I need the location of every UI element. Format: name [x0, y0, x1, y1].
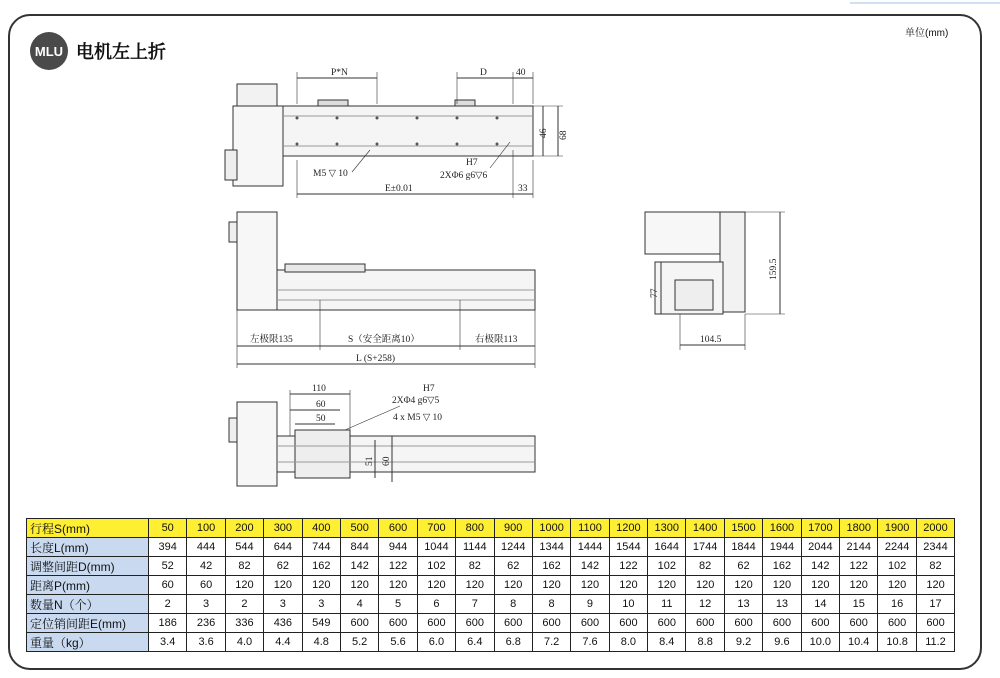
- table-cell: 10: [609, 595, 647, 614]
- table-cell: 2244: [878, 538, 916, 557]
- table-cell: 120: [724, 576, 762, 595]
- table-cell: 1744: [686, 538, 724, 557]
- table-cell: 600: [456, 614, 494, 633]
- table-cell: 600: [686, 614, 724, 633]
- table-cell: 120: [840, 576, 878, 595]
- row-label: 距离P(mm): [27, 576, 149, 595]
- table-cell: 1444: [571, 538, 609, 557]
- stroke-cell: 1000: [532, 519, 570, 538]
- dim-60: 60: [316, 400, 326, 410]
- table-cell: 600: [878, 614, 916, 633]
- table-cell: 142: [340, 557, 378, 576]
- stroke-cell: 1700: [801, 519, 839, 538]
- table-cell: 6.8: [494, 633, 532, 652]
- table-cell: 120: [302, 576, 340, 595]
- table-cell: 82: [686, 557, 724, 576]
- table-cell: 644: [264, 538, 302, 557]
- table-cell: 1044: [417, 538, 455, 557]
- dim-m5: M5 ▽ 10: [313, 169, 348, 179]
- table-cell: 2: [225, 595, 263, 614]
- table-cell: 102: [417, 557, 455, 576]
- stroke-cell: 2000: [916, 519, 954, 538]
- table-cell: 2044: [801, 538, 839, 557]
- table-cell: 10.4: [840, 633, 878, 652]
- motor-cap-top: [237, 84, 277, 106]
- table-cell: 444: [187, 538, 225, 557]
- table-cell: 120: [494, 576, 532, 595]
- dim-d: D: [480, 68, 487, 78]
- table-cell: 120: [686, 576, 724, 595]
- table-cell: 600: [763, 614, 801, 633]
- bottom-view: [229, 390, 535, 486]
- table-cell: 600: [648, 614, 686, 633]
- table-cell: 7: [456, 595, 494, 614]
- table-row: [27, 633, 955, 652]
- table-cell: 5.6: [379, 633, 417, 652]
- motor-body-side: [237, 212, 277, 310]
- dim-60-vert: 60: [382, 456, 392, 466]
- motor-flange-top: [225, 150, 237, 180]
- table-cell: 120: [916, 576, 954, 595]
- table-cell: 9: [571, 595, 609, 614]
- stroke-cell: 500: [340, 519, 378, 538]
- table-cell: 2144: [840, 538, 878, 557]
- table-cell: 9.2: [724, 633, 762, 652]
- table-cell: 82: [916, 557, 954, 576]
- row-label: 数量N（个）: [27, 595, 149, 614]
- table-cell: 120: [878, 576, 916, 595]
- motor-body-top: [233, 106, 283, 186]
- table-cell: 600: [494, 614, 532, 633]
- table-cell: 1644: [648, 538, 686, 557]
- table-cell: 7.2: [532, 633, 570, 652]
- table-cell: 60: [187, 576, 225, 595]
- table-cell: 11: [648, 595, 686, 614]
- table-cell: 5.2: [340, 633, 378, 652]
- stroke-cell: 300: [264, 519, 302, 538]
- table-cell: 8: [494, 595, 532, 614]
- table-cell: 52: [149, 557, 187, 576]
- row-label: 定位销间距E(mm): [27, 614, 149, 633]
- table-cell: 102: [648, 557, 686, 576]
- table-cell: 120: [340, 576, 378, 595]
- table-cell: 600: [379, 614, 417, 633]
- table-cell: 142: [571, 557, 609, 576]
- stroke-cell: 800: [456, 519, 494, 538]
- table-cell: 8: [532, 595, 570, 614]
- table-cell: 8.0: [609, 633, 647, 652]
- table-cell: 4.8: [302, 633, 340, 652]
- table-cell: 120: [417, 576, 455, 595]
- dim-pn: P*N: [331, 68, 348, 78]
- table-cell: 844: [340, 538, 378, 557]
- row-label-stroke: 行程S(mm): [27, 519, 149, 538]
- table-cell: 10.0: [801, 633, 839, 652]
- table-cell: 600: [532, 614, 570, 633]
- dim-159-5: 159.5: [769, 258, 779, 280]
- table-cell: 1544: [609, 538, 647, 557]
- stroke-cell: 400: [302, 519, 340, 538]
- table-cell: 120: [379, 576, 417, 595]
- table-cell: 120: [225, 576, 263, 595]
- dim-110: 110: [312, 384, 326, 394]
- table-cell: 8.4: [648, 633, 686, 652]
- dim-e: E±0.01: [385, 184, 413, 194]
- dim-50: 50: [316, 414, 326, 424]
- table-cell: 9.6: [763, 633, 801, 652]
- table-cell: 4.4: [264, 633, 302, 652]
- stroke-cell: 1600: [763, 519, 801, 538]
- table-cell: 549: [302, 614, 340, 633]
- dim-right-limit: 右极限113: [475, 335, 518, 345]
- row-label: 调整间距D(mm): [27, 557, 149, 576]
- dim-pin-top: 2XΦ6 g6▽6: [440, 171, 488, 181]
- table-cell: 13: [724, 595, 762, 614]
- table-cell: 8.8: [686, 633, 724, 652]
- stroke-cell: 200: [225, 519, 263, 538]
- dim-length: L (S+258): [356, 354, 396, 364]
- table-cell: 15: [840, 595, 878, 614]
- table-cell: 102: [878, 557, 916, 576]
- table-cell: 1344: [532, 538, 570, 557]
- table-cell: 14: [801, 595, 839, 614]
- stroke-cell: 900: [494, 519, 532, 538]
- dim-68: 68: [559, 130, 569, 140]
- table-cell: 62: [494, 557, 532, 576]
- table-cell: 120: [532, 576, 570, 595]
- table-cell: 1144: [456, 538, 494, 557]
- table-cell: 17: [916, 595, 954, 614]
- table-cell: 744: [302, 538, 340, 557]
- table-cell: 236: [187, 614, 225, 633]
- dim-46: 46: [539, 128, 549, 138]
- top-view: [225, 72, 563, 198]
- table-cell: 162: [763, 557, 801, 576]
- table-cell: 120: [264, 576, 302, 595]
- dim-left-limit: 左极限135: [250, 335, 293, 345]
- dim-51: 51: [365, 456, 375, 466]
- dim-33: 33: [518, 184, 528, 194]
- table-cell: 600: [801, 614, 839, 633]
- dim-104-5: 104.5: [700, 335, 722, 345]
- table-cell: 60: [149, 576, 187, 595]
- dim-screws: 4 x M5 ▽ 10: [393, 413, 443, 423]
- table-cell: 4: [340, 595, 378, 614]
- table-cell: 4.0: [225, 633, 263, 652]
- stroke-cell: 1800: [840, 519, 878, 538]
- stroke-cell: 1500: [724, 519, 762, 538]
- table-cell: 3.4: [149, 633, 187, 652]
- motor-body-bottom: [237, 402, 277, 486]
- table-row: [27, 538, 955, 557]
- table-cell: 2: [149, 595, 187, 614]
- table-cell: 6.4: [456, 633, 494, 652]
- dim-h7-top: H7: [466, 158, 478, 168]
- table-row: [27, 614, 955, 633]
- row-label: 重量（kg）: [27, 633, 149, 652]
- table-cell: 122: [840, 557, 878, 576]
- table-cell: 600: [571, 614, 609, 633]
- table-cell: 336: [225, 614, 263, 633]
- table-cell: 6.0: [417, 633, 455, 652]
- table-cell: 394: [149, 538, 187, 557]
- table-cell: 10.8: [878, 633, 916, 652]
- table-cell: 162: [302, 557, 340, 576]
- table-cell: 1944: [763, 538, 801, 557]
- table-cell: 162: [532, 557, 570, 576]
- table-cell: 2344: [916, 538, 954, 557]
- table-cell: 120: [801, 576, 839, 595]
- stroke-cell: 50: [149, 519, 187, 538]
- table-cell: 16: [878, 595, 916, 614]
- rail-body-top: [283, 106, 533, 156]
- table-cell: 142: [801, 557, 839, 576]
- table-cell: 120: [571, 576, 609, 595]
- dim-h7-bottom: H7: [423, 384, 435, 394]
- table-cell: 1844: [724, 538, 762, 557]
- stroke-cell: 1300: [648, 519, 686, 538]
- row-label: 长度L(mm): [27, 538, 149, 557]
- table-header-row: [27, 519, 955, 538]
- table-cell: 6: [417, 595, 455, 614]
- table-cell: 600: [916, 614, 954, 633]
- table-cell: 3: [187, 595, 225, 614]
- table-cell: 82: [456, 557, 494, 576]
- table-cell: 12: [686, 595, 724, 614]
- dim-40: 40: [516, 68, 526, 78]
- table-row: [27, 576, 955, 595]
- table-cell: 600: [724, 614, 762, 633]
- dim-77: 77: [650, 288, 660, 298]
- table-cell: 3.6: [187, 633, 225, 652]
- table-cell: 600: [840, 614, 878, 633]
- table-cell: 600: [340, 614, 378, 633]
- table-cell: 3: [302, 595, 340, 614]
- table-cell: 122: [609, 557, 647, 576]
- table-cell: 436: [264, 614, 302, 633]
- table-cell: 120: [609, 576, 647, 595]
- dim-stroke: S（安全距离10）: [348, 335, 420, 345]
- table-cell: 11.2: [916, 633, 954, 652]
- table-cell: 544: [225, 538, 263, 557]
- table-cell: 122: [379, 557, 417, 576]
- table-cell: 120: [763, 576, 801, 595]
- table-cell: 62: [264, 557, 302, 576]
- table-cell: 13: [763, 595, 801, 614]
- table-cell: 42: [187, 557, 225, 576]
- stroke-cell: 1100: [571, 519, 609, 538]
- table-cell: 120: [456, 576, 494, 595]
- spec-table: [26, 518, 955, 652]
- table-cell: 1244: [494, 538, 532, 557]
- stroke-cell: 700: [417, 519, 455, 538]
- table-row: [27, 557, 955, 576]
- stroke-cell: 1900: [878, 519, 916, 538]
- stroke-cell: 1200: [609, 519, 647, 538]
- table-cell: 7.6: [571, 633, 609, 652]
- dim-pin-bottom: 2XΦ4 g6▽5: [392, 396, 440, 406]
- table-cell: 5: [379, 595, 417, 614]
- table-cell: 600: [417, 614, 455, 633]
- table-cell: 944: [379, 538, 417, 557]
- stroke-cell: 100: [187, 519, 225, 538]
- unit-label: 单位(mm): [905, 28, 949, 39]
- table-cell: 3: [264, 595, 302, 614]
- table-row: [27, 595, 955, 614]
- stroke-cell: 1400: [686, 519, 724, 538]
- page-title: 电机左上折: [76, 42, 166, 62]
- stroke-cell: 600: [379, 519, 417, 538]
- table-cell: 600: [609, 614, 647, 633]
- model-badge: MLU: [30, 32, 68, 70]
- table-cell: 186: [149, 614, 187, 633]
- table-cell: 120: [648, 576, 686, 595]
- end-view: [645, 212, 785, 350]
- table-cell: 62: [724, 557, 762, 576]
- table-cell: 82: [225, 557, 263, 576]
